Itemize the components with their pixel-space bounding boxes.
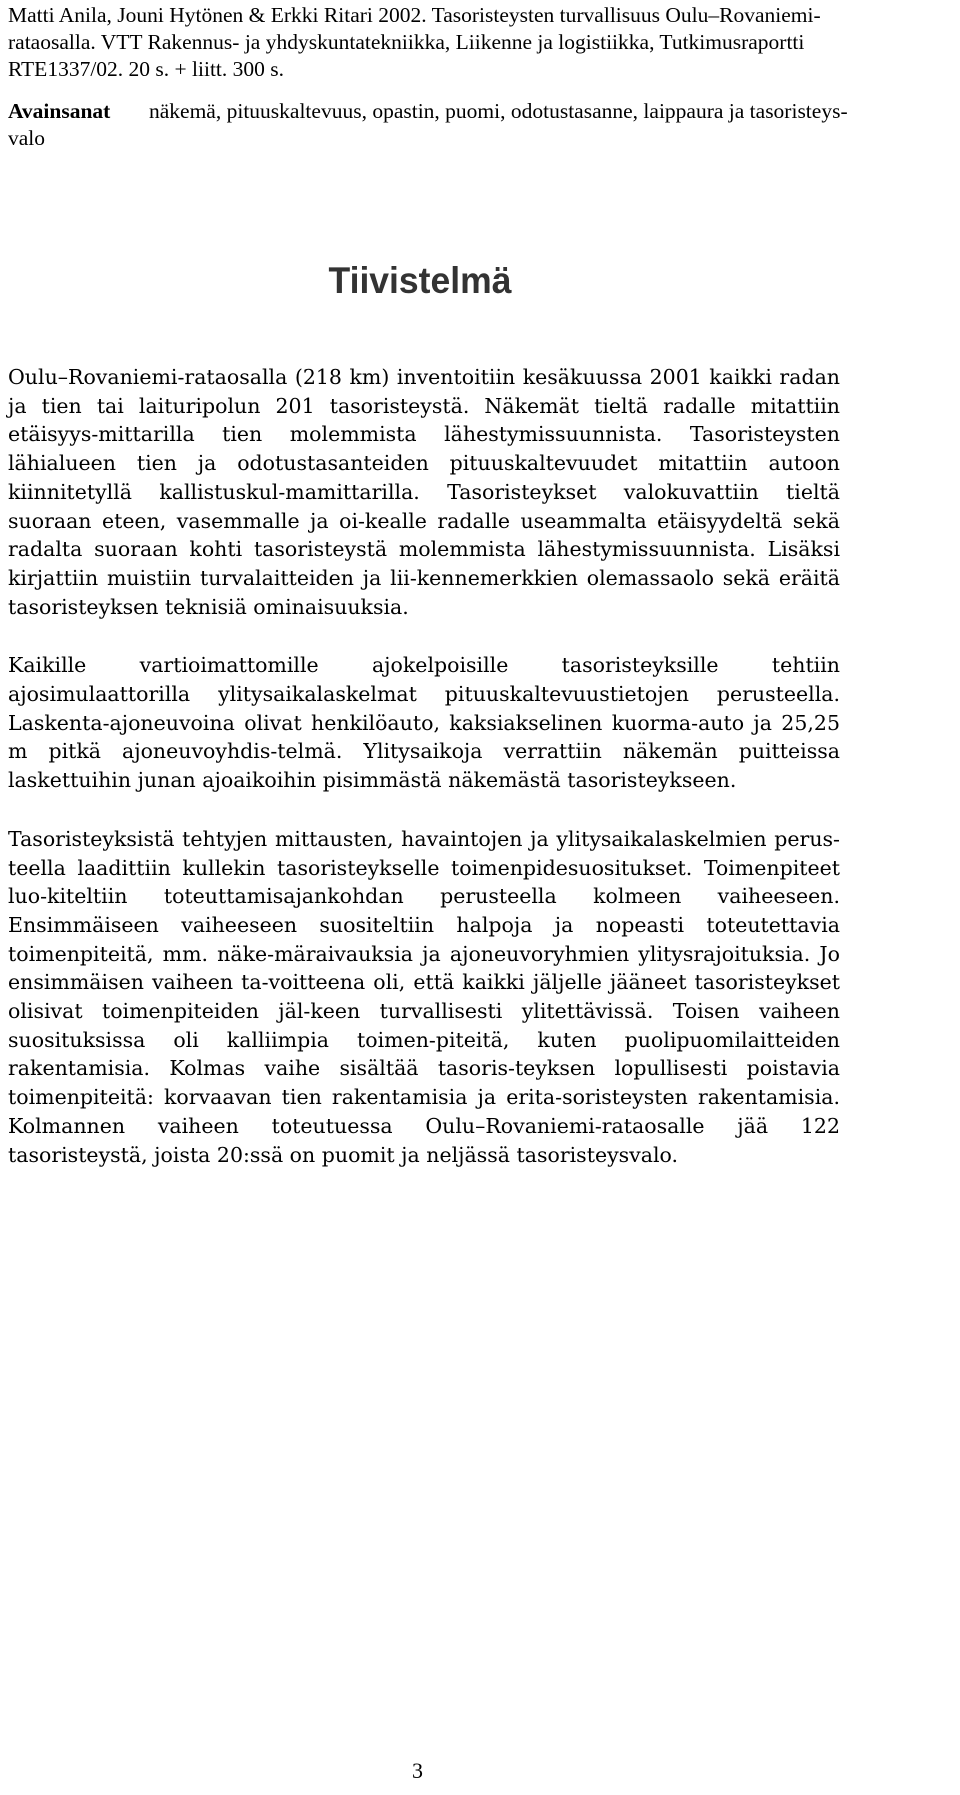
paragraph-2: Kaikille vartioimattomille ajokelpoisille tasoristeyksille tehtiin ajosimulaattorilla ylitysaikalaskelmat pituuskaltevuustietojen perusteella. Laskenta-ajoneuvoina olivat henkilöauto, kaksiakselinen kuorma-auto ja 25,25 m pitkä ajoneuvoyhdis-telmä. Ylitysaikoja verrattiin näkemän puitteissa laskettuihin junan ajoaikoihin pisimmästä näkemästä tasoristeykseen. xyxy=(8,653,840,793)
keywords-text: näkemä, pituuskaltevuus, opastin, puomi, odotustasanne, laippaura ja tasoristeys- xyxy=(149,99,848,123)
page-title: Tiivistelmä xyxy=(328,260,512,301)
paragraph-3: Tasoristeyksistä tehtyjen mittausten, havaintojen ja ylitysaikalaskelmien perus-teella laadittiin kullekin tasoristeykselle toimenpidesuositukset. Toimenpiteet luo-kiteltiin toteuttamisajankohdan perusteella kolmeen vaiheeseen. Ensimmäiseen vaiheeseen suositeltiin halpoja ja nopeasti toteutettavia toimenpiteitä, mm. näke-märaivauksia ja ajoneuvoryhmien ylitysrajoituksia. Jo ensimmäisen vaiheen ta-voitteena oli, että kaikki jäljelle jääneet tasoristeykset olisivat toimenpiteiden jäl-keen turvallisesti ylitettävissä. Toisen vaiheen suosituksissa oli kalliimpia toimen-piteitä, kuten puolipuomilaitteiden rakentamisia. Kolmas vaihe sisältää tasoris-teyksen lopullisesti poistavia toimenpiteitä: korvaavan tien rakentamisia ja erita-soristeysten rakentamisia. Kolmannen vaiheen toteutuessa Oulu–Rovaniemi-rataosalle jää 122 tasoristeystä, joista 20:ssä on puomit ja neljässä tasoristeysvalo. xyxy=(8,826,840,1167)
keywords-label: Avainsanat xyxy=(8,99,111,123)
page-number: 3 xyxy=(412,1758,423,1783)
citation: Matti Anila, Jouni Hytönen & Erkki Ritari 2002. Tasoristeysten turvallisuus Oulu–Rovaniemi-rataosalla. VTT Rakennus- ja yhdyskuntatekniikka, Liikenne ja logistiikka, Tutkimusraportti RTE1337/02. 20 s. + liitt. 300 s. xyxy=(8,3,821,81)
keywords-label-continuation: valo xyxy=(8,126,46,150)
paragraph-1: Oulu–Rovaniemi-rataosalla (218 km) inventoitiin kesäkuussa 2001 kaikki radan ja tien tai laituripolun 201 tasoristeystä. Näkemät tieltä radalle mitattiin etäisyys-mittarilla tien molemmista lähestymissuunnista. Tasoristeysten lähialueen tien ja odotustasanteiden pituuskaltevuudet mitattiin autoon kiinnitetyllä kallistuskul-mamittarilla. Tasoristeykset valokuvattiin tieltä suoraan eteen, vasemmalle ja oi-kealle radalle useammalta etäisyydeltä sekä radalta suoraan kohti tasoristeystä molemmista lähestymissuunnista. Lisäksi kirjattiin muistiin turvalaitteiden ja lii-kennemerkkien olemassaolo sekä eräitä tasoristeyksen teknisiä ominaisuuksia. xyxy=(8,365,840,619)
abstract-body xyxy=(8,363,840,1199)
